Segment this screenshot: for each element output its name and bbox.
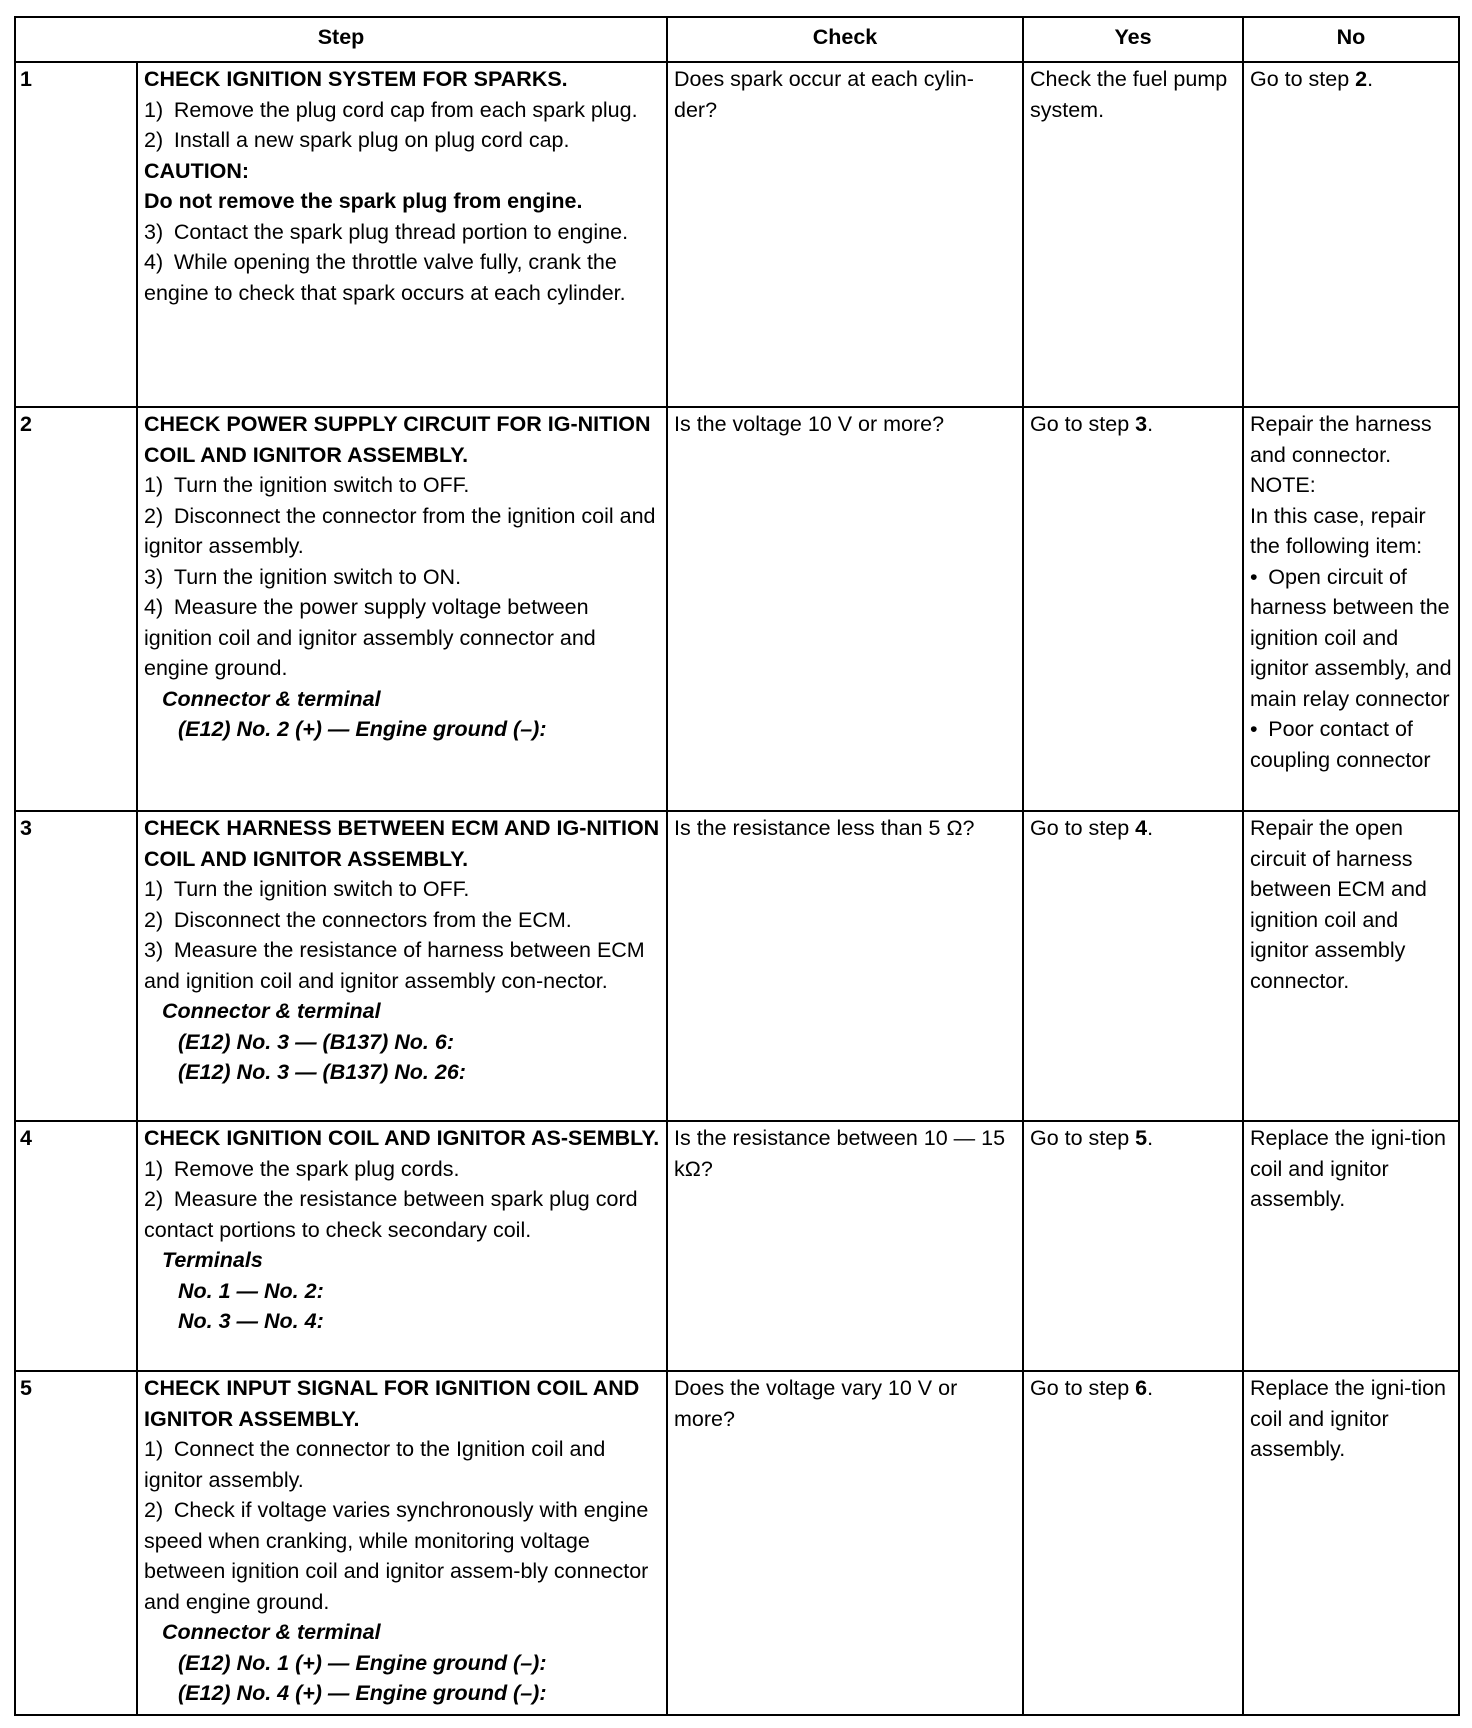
header-step: Step bbox=[15, 17, 667, 62]
header-no: No bbox=[1243, 17, 1459, 62]
goto-prefix: Go to step bbox=[1030, 1126, 1136, 1150]
step-instruction: 1) Remove the spark plug cords. bbox=[144, 1156, 460, 1181]
step-description bbox=[137, 1371, 667, 1715]
step-instruction: 3) Contact the spark plug thread portion to engine. bbox=[144, 219, 629, 244]
spec-item: (E12) No. 1 (+) — Engine ground (–): bbox=[178, 1650, 547, 1675]
step-description bbox=[137, 811, 667, 1121]
step-instruction: 1) Turn the ignition switch to OFF. bbox=[144, 473, 470, 497]
check-cell: Does the voltage vary 10 V or more? bbox=[667, 1371, 1023, 1715]
spec-heading: Connector & terminal bbox=[162, 1620, 381, 1644]
spec-item: No. 1 — No. 2: bbox=[178, 1278, 324, 1303]
step-number: 3 bbox=[15, 811, 137, 1121]
step-instruction: 2) Install a new spark plug on plug cord cap. bbox=[144, 128, 570, 152]
step-description bbox=[137, 1121, 667, 1371]
goto-suffix: . bbox=[1147, 1126, 1154, 1150]
step-instruction: 2) Disconnect the connectors from the ECM. bbox=[144, 907, 572, 932]
no-action-text: Repair the harness and connector. bbox=[1250, 412, 1432, 467]
step-number: 1 bbox=[15, 62, 137, 407]
note-bullet-text: Open circuit of harness between the ignition coil and ignitor assembly, and main relay connector bbox=[1250, 564, 1452, 711]
step-description bbox=[137, 62, 667, 407]
step-title: CHECK IGNITION SYSTEM FOR SPARKS. bbox=[144, 67, 568, 91]
no-cell: Replace the igni-tion coil and ignitor assembly. bbox=[1243, 1371, 1459, 1715]
goto-suffix: . bbox=[1147, 412, 1154, 436]
check-cell: Is the resistance between 10 — 15 kΩ? bbox=[667, 1121, 1023, 1371]
goto-step-number: 3 bbox=[1135, 412, 1148, 436]
table-row bbox=[15, 1121, 1459, 1371]
note-heading: NOTE: bbox=[1250, 473, 1316, 497]
step-instruction: 1) Remove the plug cord cap from each spark plug. bbox=[144, 97, 638, 122]
step-instruction: 2) Check if voltage varies synchronously with engine speed when cranking, while monitoring voltage between ignition coil and ignitor assem-bly connector and engine ground. bbox=[144, 1498, 649, 1614]
yes-cell bbox=[1023, 1371, 1243, 1715]
spec-item: No. 3 — No. 4: bbox=[178, 1309, 324, 1333]
step-title: CHECK IGNITION COIL AND IGNITOR AS-SEMBLY. bbox=[144, 1126, 660, 1150]
goto-step-number: 6 bbox=[1135, 1376, 1148, 1400]
yes-cell bbox=[1023, 811, 1243, 1121]
step-title: CHECK INPUT SIGNAL FOR IGNITION COIL AND IGNITOR ASSEMBLY. bbox=[144, 1376, 640, 1431]
spec-item: (E12) No. 2 (+) — Engine ground (–): bbox=[178, 717, 547, 741]
step-instruction: 2) Disconnect the connector from the ignition coil and ignitor assembly. bbox=[144, 503, 656, 558]
spec-heading: Connector & terminal bbox=[162, 686, 381, 711]
step-instruction: 1) Connect the connector to the Ignition coil and ignitor assembly. bbox=[144, 1437, 606, 1492]
step-description bbox=[137, 407, 667, 811]
goto-suffix: . bbox=[1367, 67, 1374, 91]
note-bullet bbox=[1250, 562, 1452, 715]
table-row bbox=[15, 811, 1459, 1121]
spec-heading: Terminals bbox=[162, 1248, 263, 1272]
goto-prefix: Go to step bbox=[1030, 816, 1136, 840]
check-cell: Does spark occur at each cylin-der? bbox=[667, 62, 1023, 407]
step-title: CHECK HARNESS BETWEEN ECM AND IG-NITION COIL AND IGNITOR ASSEMBLY. bbox=[144, 816, 660, 871]
no-cell: Repair the open circuit of harness between ECM and ignition coil and ignitor assembly connector. bbox=[1243, 811, 1459, 1121]
goto-suffix: . bbox=[1147, 1376, 1154, 1400]
step-instruction: 3) Measure the resistance of harness between ECM and ignition coil and ignitor assembly con-nector. bbox=[144, 938, 645, 993]
no-cell bbox=[1243, 407, 1459, 811]
goto-step-number: 4 bbox=[1135, 816, 1148, 840]
table-row bbox=[15, 407, 1459, 811]
step-instruction: 4) While opening the throttle valve fully, crank the engine to check that spark occurs at each cylinder. bbox=[144, 250, 626, 305]
spec-item: (E12) No. 3 — (B137) No. 26: bbox=[178, 1060, 466, 1084]
note-text: In this case, repair the following item: bbox=[1250, 503, 1426, 558]
goto-prefix: Go to step bbox=[1030, 1376, 1136, 1400]
diagnostic-table bbox=[14, 16, 1460, 1716]
goto-step-number: 2 bbox=[1355, 67, 1368, 91]
table-row bbox=[15, 1371, 1459, 1715]
spec-heading: Connector & terminal bbox=[162, 999, 381, 1023]
note-bullet bbox=[1250, 714, 1452, 775]
step-instruction: 2) Measure the resistance between spark plug cord contact portions to check secondary coil. bbox=[144, 1187, 638, 1242]
step-title: CHECK POWER SUPPLY CIRCUIT FOR IG-NITION COIL AND IGNITOR ASSEMBLY. bbox=[144, 412, 651, 467]
caution-heading: CAUTION: bbox=[144, 158, 250, 183]
step-instruction: 4) Measure the power supply voltage between ignition coil and ignitor assembly connector and engine ground. bbox=[144, 595, 596, 680]
table-row bbox=[15, 62, 1459, 407]
yes-cell: Check the fuel pump system. bbox=[1023, 62, 1243, 407]
step-number: 2 bbox=[15, 407, 137, 811]
step-number: 4 bbox=[15, 1121, 137, 1371]
note-bullet-text: Poor contact of coupling connector bbox=[1250, 717, 1431, 772]
yes-cell bbox=[1023, 1121, 1243, 1371]
step-instruction: 3) Turn the ignition switch to ON. bbox=[144, 564, 462, 589]
step-instruction: 1) Turn the ignition switch to OFF. bbox=[144, 877, 470, 901]
header-row bbox=[15, 17, 1459, 62]
goto-prefix: Go to step bbox=[1030, 412, 1136, 436]
caution-text: Do not remove the spark plug from engine. bbox=[144, 189, 583, 213]
no-cell bbox=[1243, 62, 1459, 407]
goto-prefix: Go to step bbox=[1250, 67, 1356, 91]
check-cell: Is the voltage 10 V or more? bbox=[667, 407, 1023, 811]
step-number: 5 bbox=[15, 1371, 137, 1715]
yes-cell bbox=[1023, 407, 1243, 811]
check-cell: Is the resistance less than 5 Ω? bbox=[667, 811, 1023, 1121]
goto-step-number: 5 bbox=[1135, 1126, 1148, 1150]
bullet-icon: • bbox=[1250, 564, 1269, 589]
header-yes: Yes bbox=[1023, 17, 1243, 62]
header-check: Check bbox=[667, 17, 1023, 62]
bullet-icon: • bbox=[1250, 717, 1269, 741]
no-cell: Replace the igni-tion coil and ignitor assembly. bbox=[1243, 1121, 1459, 1371]
spec-item: (E12) No. 3 — (B137) No. 6: bbox=[178, 1029, 454, 1054]
goto-suffix: . bbox=[1147, 816, 1154, 840]
spec-item: (E12) No. 4 (+) — Engine ground (–): bbox=[178, 1681, 547, 1705]
